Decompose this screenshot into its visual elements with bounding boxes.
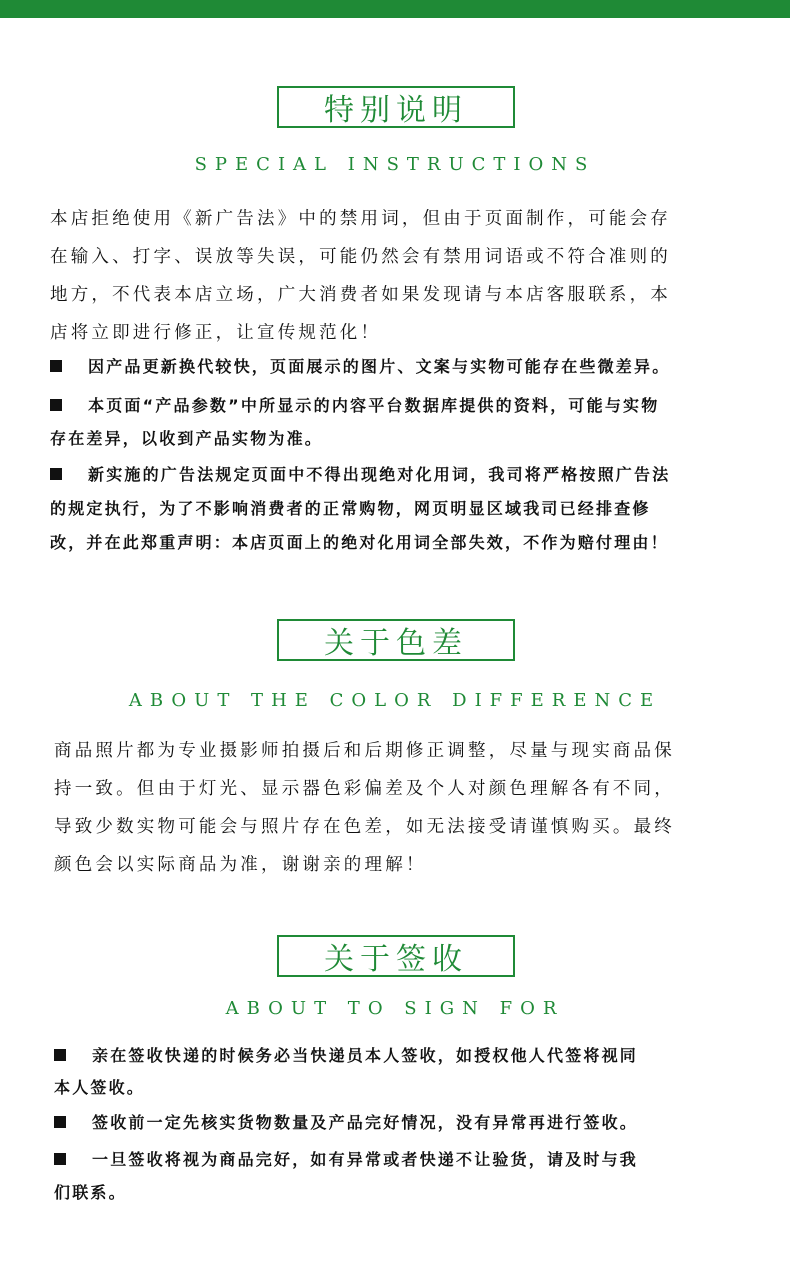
special-intro-paragraph: 本店拒绝使用《新广告法》中的禁用词，但由于页面制作，可能会存 在输入、打字、误放等失误，可能仍然会有禁用词语或不符合准则的 地方，不代表本店立场，广大消费者如果发现请与本店客服联系，本 店将立即进行修正，让宣传规范化！ — [50, 209, 671, 343]
section-subtitle-special: SPECIAL INSTRUCTIONS — [194, 154, 596, 175]
square-bullet-icon — [50, 360, 62, 372]
square-bullet-icon — [50, 468, 62, 480]
sign-bullet-2: 签收前一定先核实货物数量及产品完好情况，没有异常再进行签收。 — [54, 1108, 638, 1138]
color-intro-paragraph: 商品照片都为专业摄影师拍摄后和后期修正调整，尽量与现实商品保 持一致。但由于灯光、显示器色彩偏差及个人对颜色理解各有不同， 导致少数实物可能会与照片存在色差，如无法接受请谨慎购买。最终 颜色会以实际商品为准，谢谢亲的理解！ — [54, 741, 675, 875]
section-title-color: 关于色差 — [277, 619, 515, 661]
section-subtitle-sign: ABOUT TO SIGN FOR — [225, 998, 565, 1019]
section-title-special: 特别说明 — [277, 86, 515, 128]
section-subtitle-color: ABOUT THE COLOR DIFFERENCE — [128, 690, 662, 711]
sign-bullet-1: 亲在签收快递的时候务必当快递员本人签收，如授权他人代签将视同 本人签收。 — [54, 1046, 639, 1097]
special-bullet-3: 新实施的广告法规定页面中不得出现绝对化用词，我司将严格按照广告法 的规定执行，为了不影响消费者的正常购物，网页明显区域我司已经排查修 改，并在此郑重声明：本店页面上的绝对化用词全部失效，不作为赔付理由！ — [50, 465, 671, 552]
special-bullet-1: 因产品更新换代较快，页面展示的图片、文案与实物可能存在些微差异。 — [50, 354, 670, 380]
square-bullet-icon — [54, 1153, 66, 1165]
section-title-sign: 关于签收 — [277, 935, 515, 977]
special-bullet-2: 本页面“产品参数”中所显示的内容平台数据库提供的资料，可能与实物 存在差异，以收到产品实物为准。 — [50, 396, 660, 448]
square-bullet-icon — [54, 1049, 66, 1061]
square-bullet-icon — [50, 399, 62, 411]
square-bullet-icon — [54, 1116, 66, 1128]
top-accent-bar — [0, 0, 790, 18]
sign-bullet-3: 一旦签收将视为商品完好，如有异常或者快递不让验货，请及时与我 们联系。 — [54, 1150, 639, 1202]
